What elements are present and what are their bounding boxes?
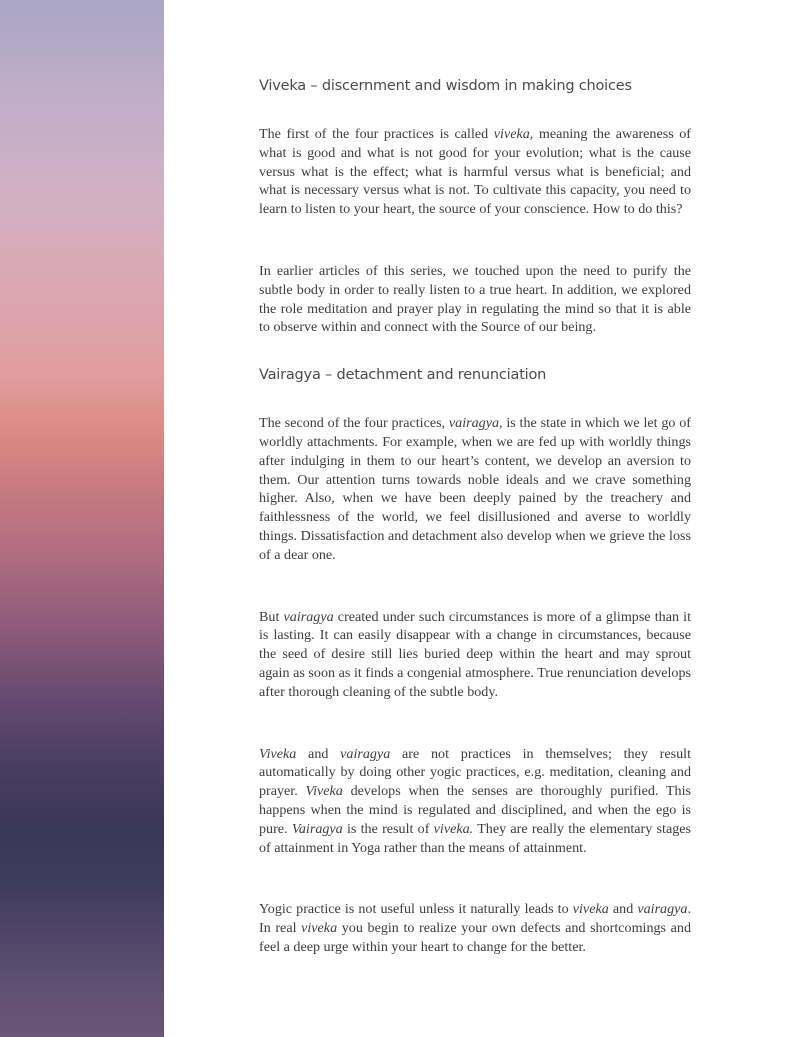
heading-vairagya: Vairagya – detachment and renunciation — [259, 367, 547, 384]
article-body — [259, 76, 691, 957]
paragraph-yogic-practice: Yogic practice is not useful unless it naturally leads to viveka and vairagya. In real viveka you begin to realize your own defects and shortcomings and feel a deep urge within your heart to change for the better. — [259, 901, 691, 955]
paragraph-vairagya-glimpse: But vairagya created under such circumstances is more of a glimpse than it is lasting. It can easily disappear with a change in circumstances, because the seed of desire still lies buried deep within the heart and may sprout again as soon as it finds a congenial atmosphere. True renunciation develops after thorough cleaning of the subtle body. — [259, 608, 691, 700]
paragraph-earlier-articles: In earlier articles of this series, we touched upon the need to purify the subtle body in order to really listen to a true heart. In addition, we explored the role meditation and prayer play in regulating the mind so that it is able to observe within and connect with the Source of our being. — [259, 262, 691, 336]
decorative-gradient-strip — [0, 0, 164, 1037]
paragraph-viveka-intro: The first of the four practices is called viveka, meaning the awareness of what is good and what is not good for your evolution; what is the cause versus what is the effect; what is harmful versus what is beneficial; and what is necessary versus what is not. To cultivate this capacity, you need to learn to listen to your heart, the source of your conscience. How to do this? — [259, 126, 691, 218]
heading-viveka: Viveka – discernment and wisdom in making choices — [259, 78, 632, 94]
paragraph-viveka-vairagya-result: Viveka and vairagya are not practices in themselves; they result automatically by doing other yogic practices, e.g. meditation, cleaning and prayer. Viveka develops when the senses are thoroughly purified. This happens when the mind is regulated and disciplined, and when the ego is pure. Vairagya is the result of viveka. They are really the elementary stages of attainment in Yoga rather than the means of attainment. — [259, 745, 691, 856]
paragraph-vairagya-intro: The second of the four practices, vairagya, is the state in which we let go of worldly attachments. For example, when we are fed up with worldly things after indulging in them to our heart’s content, we develop an aversion to them. Our attention turns towards noble ideals and we crave something higher. Also, when we have been deeply pained by the treachery and faithlessness of the world, we feel disillusioned and averse to worldly things. Dissatisfaction and detachment also develop when we grieve the loss of a dear one. — [259, 415, 691, 563]
